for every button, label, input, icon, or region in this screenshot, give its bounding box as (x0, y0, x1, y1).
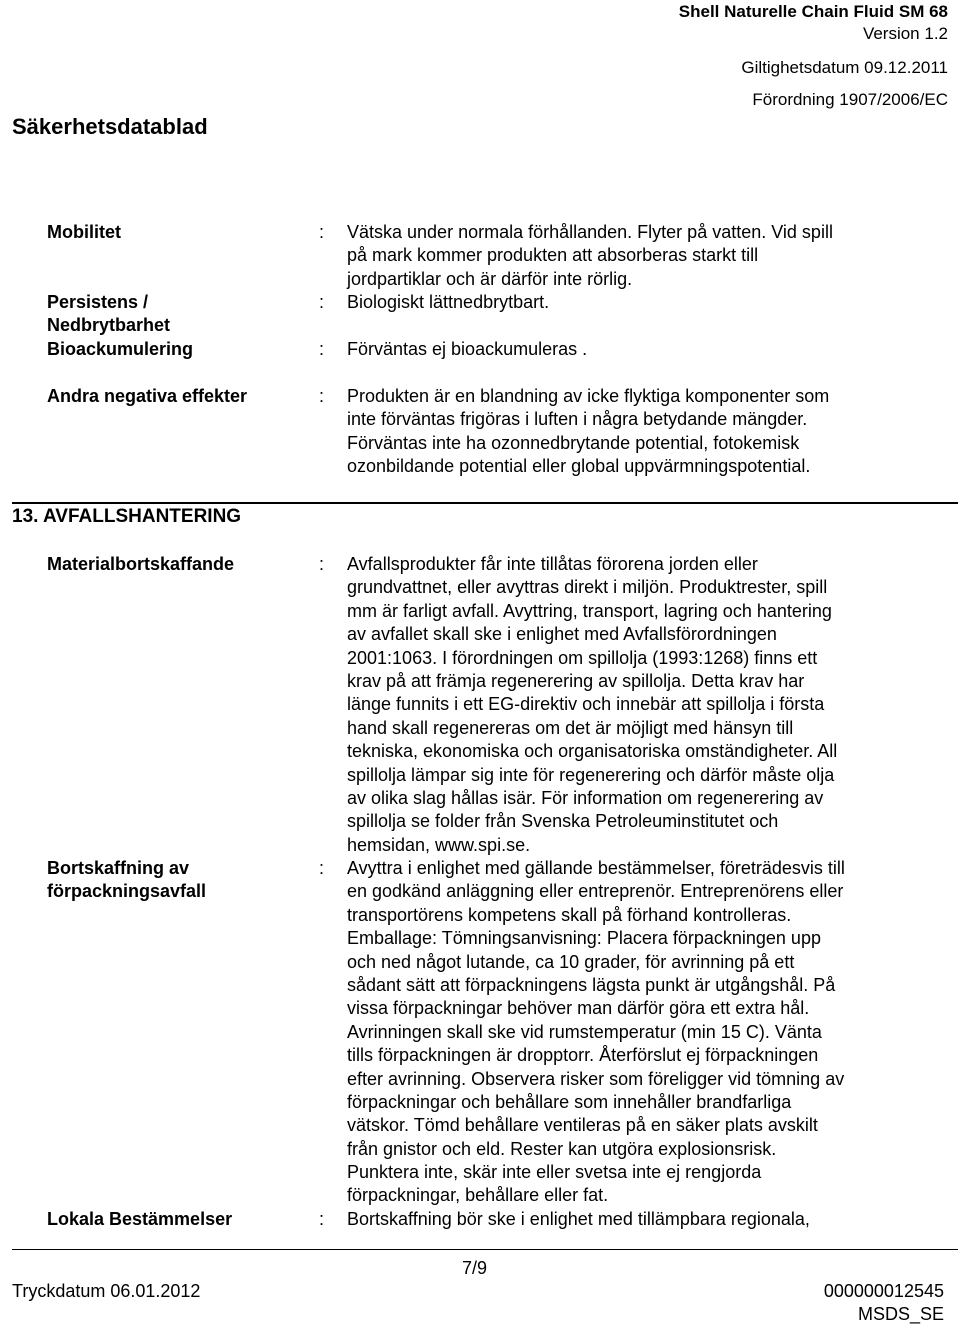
row-value: Bortskaffning bör ske i enlighet med tillämpbara regionala, (347, 1209, 810, 1229)
row-value: Avfallsprodukter får inte tillåtas förorena jorden eller grundvattnet, eller avyttras direkt i miljön. Produktrester, spill mm är farligt avfall. Avyttring, transport, lagring och hantering av avfallet skall ske i enlighet med Avfallsförordningen 2001:1063. I förordningen om spillolja (1993:1268) finns ett krav på att främja regenerering av spillolja. Detta krav har länge funnits i ett EG-direktiv och innebär att spillolja i första hand skall regenereras om det är möjligt med hänsyn till tekniska, ekonomiska och organisatoriska omständigheter. All spillolja lämpar sig inte för regenerering och därför måste olja av olika slag hållas isär. För information om regenerering av spillolja se folder från Svenska Petroleuminstitutet och hemsidan, www.spi.se. (347, 554, 838, 855)
row-value: Avyttra i enlighet med gällande bestämmelser, företrädesvis till en godkänd anläggning eller entreprenör. Entreprenörens eller transportörens kompetens skall på förhand kontrolleras. Emballage: Tömningsanvisning: Placera förpackningen upp och ned något lutande, ca 10 grader, för avrinning på ett sådant sätt att förpackningens lägsta punkt är utgångshål. På vissa förpackningar behöver man därför göra ett extra hål. Avrinningen skall ske vid rumstemperatur (min 15 C). Vänta tills förpackningen är dropptorr. Återförslut ej förpackningen efter avrinning. Observera risker som föreligger vid tömning av förpackningar och behållare som innehåller brandfarliga vätskor. Tömd behållare ventileras på en säker plats avskilt från gnistor och eld. Rester kan utgöra explosionsrisk. Punktera inte, skär inte eller svetsa inte ej rengjorda förpackningar, behållare eller fat. (347, 858, 845, 1206)
regulation-label: Förordning 1907/2006/EC (752, 90, 948, 109)
section-13-title: 13. AVFALLSHANTERING (12, 506, 242, 527)
row-label: Bioackumulering (47, 339, 194, 359)
row-label: Materialbortskaffande (47, 554, 235, 574)
row-label: Mobilitet (47, 222, 121, 242)
row-colon: : (319, 292, 325, 312)
row-colon: : (319, 222, 325, 242)
row-value: Biologiskt lättnedbrytbart. (347, 292, 550, 312)
version-label: Version 1.2 (862, 24, 948, 43)
row-colon: : (319, 554, 325, 574)
section-13-divider (12, 502, 958, 527)
print-date: Tryckdatum 06.01.2012 (12, 1281, 201, 1301)
document-code: MSDS_SE (857, 1304, 944, 1324)
product-name: Shell Naturelle Chain Fluid SM 68 (678, 2, 948, 21)
row-label: Lokala Bestämmelser (47, 1209, 233, 1229)
row-colon: : (319, 1209, 325, 1229)
footer-divider (12, 1249, 958, 1250)
page-number: 7/9 (462, 1258, 488, 1278)
row-label: Bortskaffning av förpackningsavfall (47, 858, 207, 902)
validity-date: Giltighetsdatum 09.12.2011 (741, 58, 948, 77)
row-colon: : (319, 339, 325, 359)
row-label: Andra negativa effekter (47, 386, 248, 406)
row-colon: : (319, 386, 325, 406)
row-value: Vätska under normala förhållanden. Flyter på vatten. Vid spill på mark kommer produkten att absorberas starkt till jordpartiklar och är därför inte rörlig. (347, 222, 833, 289)
row-colon: : (319, 858, 325, 878)
row-value: Produkten är en blandning av icke flyktiga komponenter som inte förväntas frigöras i luften i några betydande mängder. Förväntas inte ha ozonnedbrytande potential, fotokemisk ozonbildande potential eller global uppvärmningspotential. (347, 386, 830, 477)
row-value: Förväntas ej bioackumuleras . (347, 339, 588, 359)
document-number: 000000012545 (823, 1281, 944, 1301)
row-label: Persistens / Nedbrytbarhet (47, 292, 171, 336)
document-title: Säkerhetsdatablad (12, 114, 208, 139)
